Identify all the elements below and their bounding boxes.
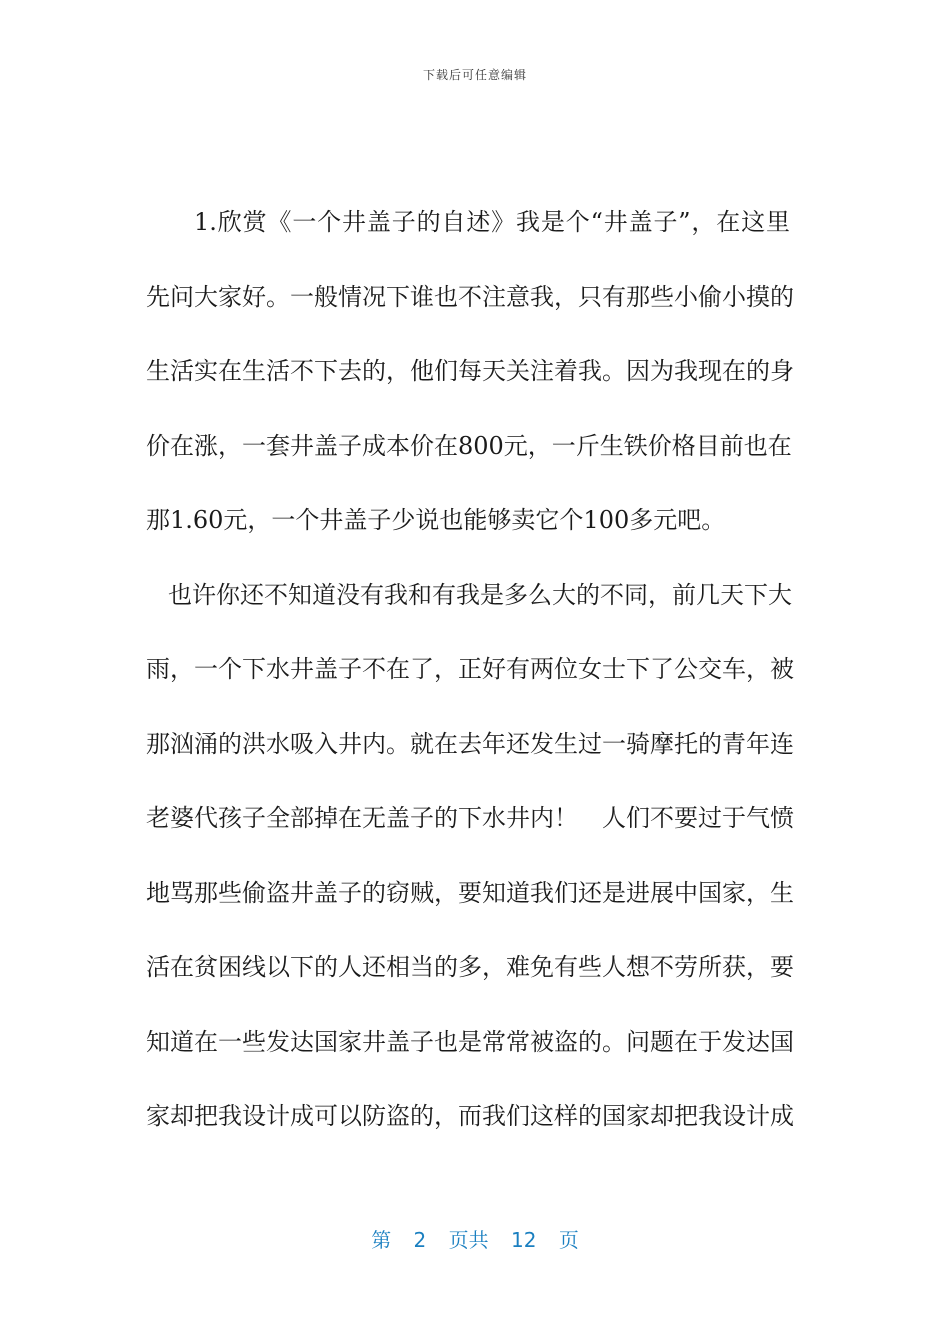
paragraph-line: 1.欣赏《一个井盖子的自述》我是个“井盖子”，在这里 bbox=[194, 208, 790, 236]
paragraph-line: 家却把我设计成可以防盗的，而我们这样的国家却把我设计成 bbox=[146, 1102, 794, 1130]
paragraph-line: 雨，一个下水井盖子不在了，正好有两位女士下了公交车，被 bbox=[146, 655, 794, 683]
paragraph-line: 活在贫困线以下的人还相当的多，难免有些人想不劳所获，要 bbox=[146, 953, 794, 981]
page-footer bbox=[0, 1224, 950, 1253]
footer-suffix: 页 bbox=[558, 1228, 579, 1252]
paragraph-line: 那汹涌的洪水吸入井内。就在去年还发生过一骑摩托的青年连 bbox=[146, 729, 794, 758]
paragraph-line: 也许你还不知道没有我和有我是多么大的不同，前几天下大 bbox=[168, 580, 792, 609]
footer-middle: 页共 bbox=[448, 1228, 489, 1252]
paragraph-line: 生活实在生活不下去的，他们每天关注着我。因为我现在的身 bbox=[146, 357, 794, 385]
header-note: 下载后可任意编辑 bbox=[422, 68, 527, 82]
footer-prefix: 第 bbox=[371, 1228, 392, 1252]
paragraph-line: 知道在一些发达国家井盖子也是常常被盗的。问题在于发达国 bbox=[146, 1027, 794, 1056]
paragraph-line: 地骂那些偷盗井盖子的窃贼，要知道我们还是进展中国家，生 bbox=[146, 878, 794, 907]
body-text bbox=[146, 185, 794, 1154]
current-page-number: 2 bbox=[413, 1228, 427, 1252]
paragraph-line: 那1.60元，一个井盖子少说也能够卖它个100多元吧。 bbox=[146, 506, 726, 534]
total-page-count: 12 bbox=[511, 1228, 537, 1252]
paragraph-line: 先问大家好。一般情况下谁也不注意我，只有那些小偷小摸的 bbox=[146, 282, 794, 311]
paragraph-line: 价在涨，一套井盖子成本价在800元，一斤生铁价格目前也在 bbox=[146, 431, 792, 460]
paragraph-line: 老婆代孩子全部掉在无盖子的下水井内！ 人们不要过于气愤 bbox=[146, 804, 794, 832]
